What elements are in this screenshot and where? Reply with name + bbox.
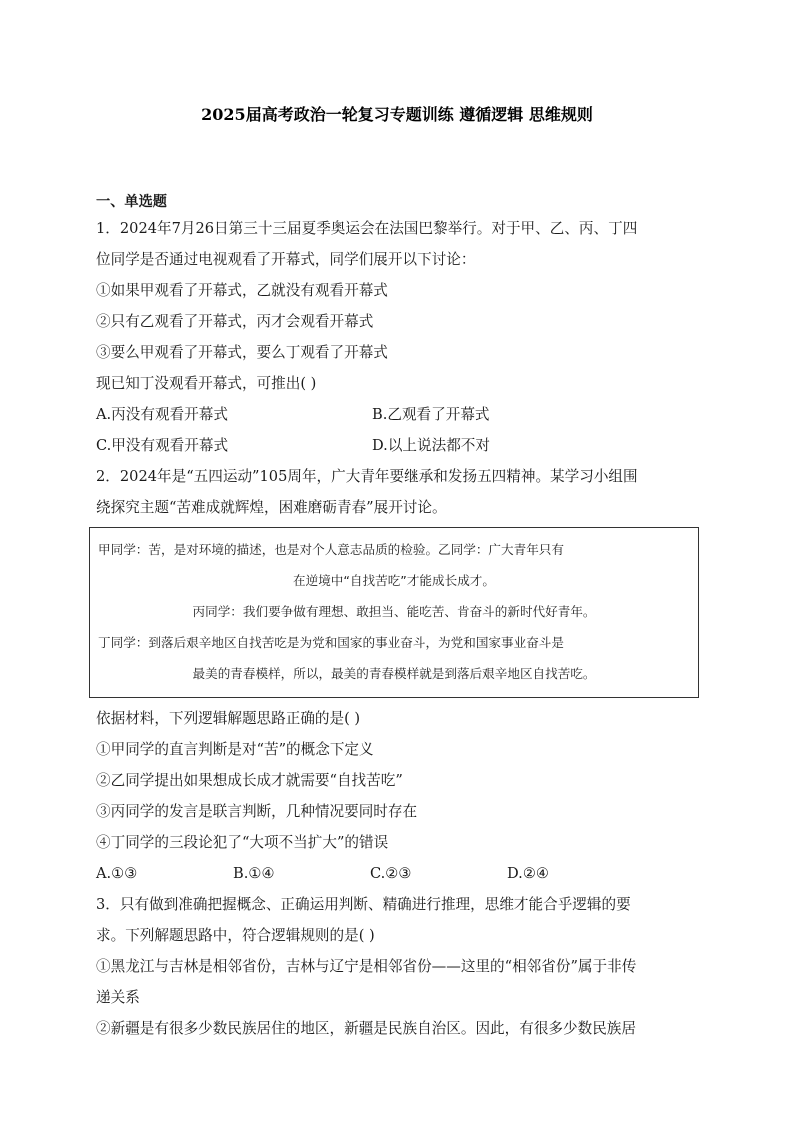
option-a[interactable]: A.丙没有观看开幕式 bbox=[96, 406, 228, 423]
option-d[interactable]: D.②④ bbox=[507, 865, 549, 882]
question-stem-line: 求。下列解题思路中，符合逻辑规则的是( ) bbox=[96, 927, 375, 944]
option-a[interactable]: A.①③ bbox=[96, 865, 138, 882]
options-row bbox=[96, 430, 706, 461]
material-line: 丁同学：到落后艰辛地区自找苦吃是为党和国家的事业奋斗，为党和国家事业奋斗是 bbox=[98, 635, 564, 650]
statement: ②新疆是有很多少数民族居住的地区，新疆是民族自治区。因此，有很多少数民族居 bbox=[96, 1020, 636, 1037]
options-row bbox=[96, 858, 706, 889]
material-line: 丙同学：我们要争做有理想、敢担当、能吃苦、肯奋斗的新时代好青年。 bbox=[192, 604, 596, 619]
material-line: 最美的青春模样，所以，最美的青春模样就是到落后艰辛地区自找苦吃。 bbox=[192, 666, 596, 681]
option-b[interactable]: B.①④ bbox=[233, 865, 275, 882]
statement: ②只有乙观看了开幕式，丙才会观看开幕式 bbox=[96, 313, 374, 330]
statement: 递关系 bbox=[96, 989, 140, 1006]
document-title: 2025届高考政治一轮复习专题训练 遵循逻辑 思维规则 bbox=[201, 105, 593, 124]
question-stem-line: 位同学是否通过电视观看了开幕式，同学们展开以下讨论： bbox=[96, 251, 476, 268]
question-stem-line: 1．2024年7月26日第三十三届夏季奥运会在法国巴黎举行。对于甲、乙、丙、丁四 bbox=[96, 220, 638, 237]
statement: ①甲同学的直言判断是对“苦”的概念下定义 bbox=[96, 741, 374, 758]
options-row bbox=[96, 399, 706, 430]
question-2 bbox=[96, 461, 706, 889]
document-body bbox=[96, 191, 706, 1044]
material-line: 甲同学：苦，是对环境的描述，也是对个人意志品质的检验。乙同学：广大青年只有 bbox=[98, 542, 564, 557]
question-1 bbox=[96, 213, 706, 461]
option-c[interactable]: C.甲没有观看开幕式 bbox=[96, 437, 229, 454]
statement: ③丙同学的发言是联言判断，几种情况要同时存在 bbox=[96, 803, 418, 820]
material-box bbox=[89, 527, 699, 698]
option-b[interactable]: B.乙观看了开幕式 bbox=[372, 406, 490, 423]
question-stem-line: 2．2024年是“五四运动”105周年，广大青年要继承和发扬五四精神。某学习小组围 bbox=[96, 468, 638, 485]
question-stem-line: 3．只有做到准确把握概念、正确运用判断、精确进行推理，思维才能合乎逻辑的要 bbox=[96, 896, 631, 913]
question-prompt: 现已知丁没观看开幕式，可推出( ) bbox=[96, 375, 317, 392]
material-line: 在逆境中“自找苦吃”才能成长成才。 bbox=[293, 573, 495, 588]
statement: ②乙同学提出如果想成长成才就需要“自找苦吃” bbox=[96, 772, 403, 789]
question-stem-line: 绕探究主题“苦难成就辉煌，困难磨砺青春”展开讨论。 bbox=[96, 499, 447, 516]
statement: ④丁同学的三段论犯了“大项不当扩大”的错误 bbox=[96, 834, 389, 851]
section-heading: 一、单选题 bbox=[96, 194, 167, 210]
statement: ③要么甲观看了开幕式，要么丁观看了开幕式 bbox=[96, 344, 388, 361]
option-c[interactable]: C.②③ bbox=[370, 865, 412, 882]
statement: ①黑龙江与吉林是相邻省份，吉林与辽宁是相邻省份——这里的“相邻省份”属于非传 bbox=[96, 958, 637, 975]
question-3 bbox=[96, 889, 706, 1044]
option-d[interactable]: D.以上说法都不对 bbox=[372, 437, 490, 454]
question-prompt: 依据材料，下列逻辑解题思路正确的是( ) bbox=[96, 710, 361, 727]
statement: ①如果甲观看了开幕式，乙就没有观看开幕式 bbox=[96, 282, 388, 299]
